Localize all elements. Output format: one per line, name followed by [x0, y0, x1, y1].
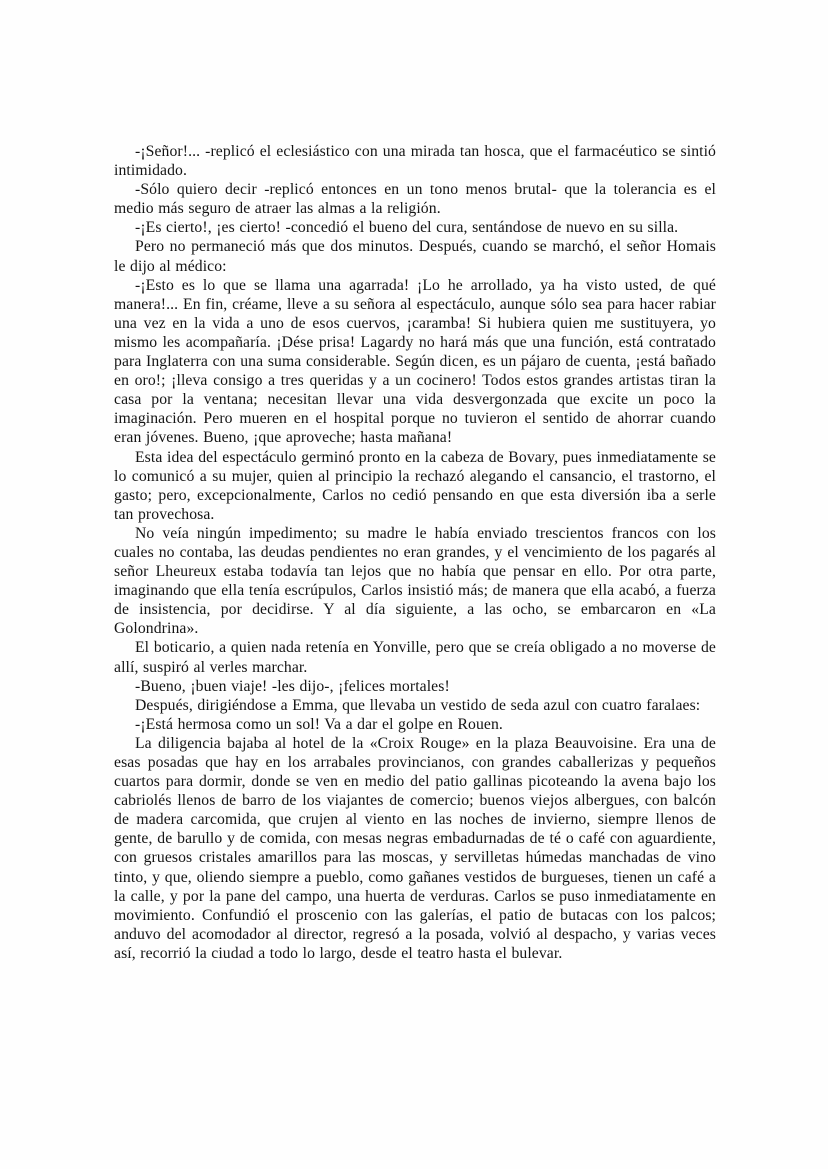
- paragraph: No veía ningún impedimento; su madre le había enviado trescientos francos con los cuales no contaba, las deudas pendientes no eran grandes, y el vencimiento de los pagarés al señor Lheureux estaba todavía tan lejos que no había que pensar en ello. Por otra parte, imaginando que ella tenía escrúpulos, Carlos insistió más; de manera que ella acabó, a fuerza de insistencia, por decidirse. Y al día siguiente, a las ocho, se embarcaron en «La Golondrina».: [114, 524, 716, 638]
- paragraph: La diligencia bajaba al hotel de la «Croix Rouge» en la plaza Beauvoisine. Era una de esas posadas que hay en los arrabales provincianos, con grandes caballerizas y pequeños cuartos para dormir, donde se ven en medio del patio gallinas picoteando la avena bajo los cabriolés llenos de barro de los viajantes de comercio; buenos viejos albergues, con balcón de madera carcomida, que crujen al viento en las noches de invierno, siempre llenos de gente, de barullo y de comida, con mesas negras embadurnadas de té o café con aguardiente, con gruesos cristales amarillos para las moscas, y servilletas húmedas manchadas de vino tinto, y que, oliendo siempre a pueblo, como gañanes vestidos de burgueses, tienen un café a la calle, y por la pane del campo, una huerta de verduras. Carlos se puso inmediatamente en movimiento. Confundió el proscenio con las galerías, el patio de butacas con los palcos; anduvo del acomodador al director, regresó a la posada, volvió al despacho, y varias veces así, recorrió la ciudad a todo lo largo, desde el teatro hasta el bulevar.: [114, 734, 716, 962]
- paragraph: -Sólo quiero decir -replicó entonces en un tono menos brutal- que la tolerancia es el medio más seguro de atraer las almas a la religión.: [114, 181, 716, 218]
- paragraph: Pero no permaneció más que dos minutos. Después, cuando se marchó, el señor Homais le dijo al médico:: [114, 238, 716, 275]
- paragraph: -¡Esto es lo que se llama una agarrada! ¡Lo he arrollado, ya ha visto usted, de qué manera!... En fin, créame, lleve a su señora al espectáculo, aunque sólo sea para hacer rabiar una vez en la vida a uno de esos cuervos, ¡caramba! Si hubiera quien me sustituyera, yo mismo les acompañaría. ¡Dése prisa! Lagardy no hará más que una función, está contratado para Inglaterra con una suma considerable. Según dicen, es un pájaro de cuenta, ¡está bañado en oro!; ¡lleva consigo a tres queridas y a un cocinero! Todos estos grandes artistas tiran la casa por la ventana; necesitan llevar una vida desvergonzada que excite un poco la imaginación. Pero mueren en el hospital porque no tuvieron el sentido de ahorrar cuando eran jóvenes. Bueno, ¡que aproveche; hasta mañana!: [114, 276, 716, 447]
- text-block: [114, 142, 716, 963]
- paragraph: Esta idea del espectáculo germinó pronto en la cabeza de Bovary, pues inmediatamente se lo comunicó a su mujer, quien al principio la rechazó alegando el cansancio, el trastorno, el gasto; pero, excepcionalmente, Carlos no cedió pensando en que esta diversión iba a serle tan provechosa.: [114, 448, 716, 523]
- paragraph: Después, dirigiéndose a Emma, que llevaba un vestido de seda azul con cuatro faralaes:: [135, 696, 701, 714]
- paragraph: -¡Es cierto!, ¡es cierto! -concedió el bueno del cura, sentándose de nuevo en su silla.: [135, 219, 679, 237]
- paragraph: -¡Señor!... -replicó el eclesiástico con una mirada tan hosca, que el farmacéutico se sintió intimidado.: [114, 143, 716, 180]
- paragraph: -Bueno, ¡buen viaje! -les dijo-, ¡felices mortales!: [135, 677, 450, 695]
- paragraph: -¡Está hermosa como un sol! Va a dar el golpe en Rouen.: [135, 715, 503, 733]
- paragraph: El boticario, a quien nada retenía en Yonville, pero que se creía obligado a no moverse de allí, suspiró al verles marchar.: [114, 639, 716, 676]
